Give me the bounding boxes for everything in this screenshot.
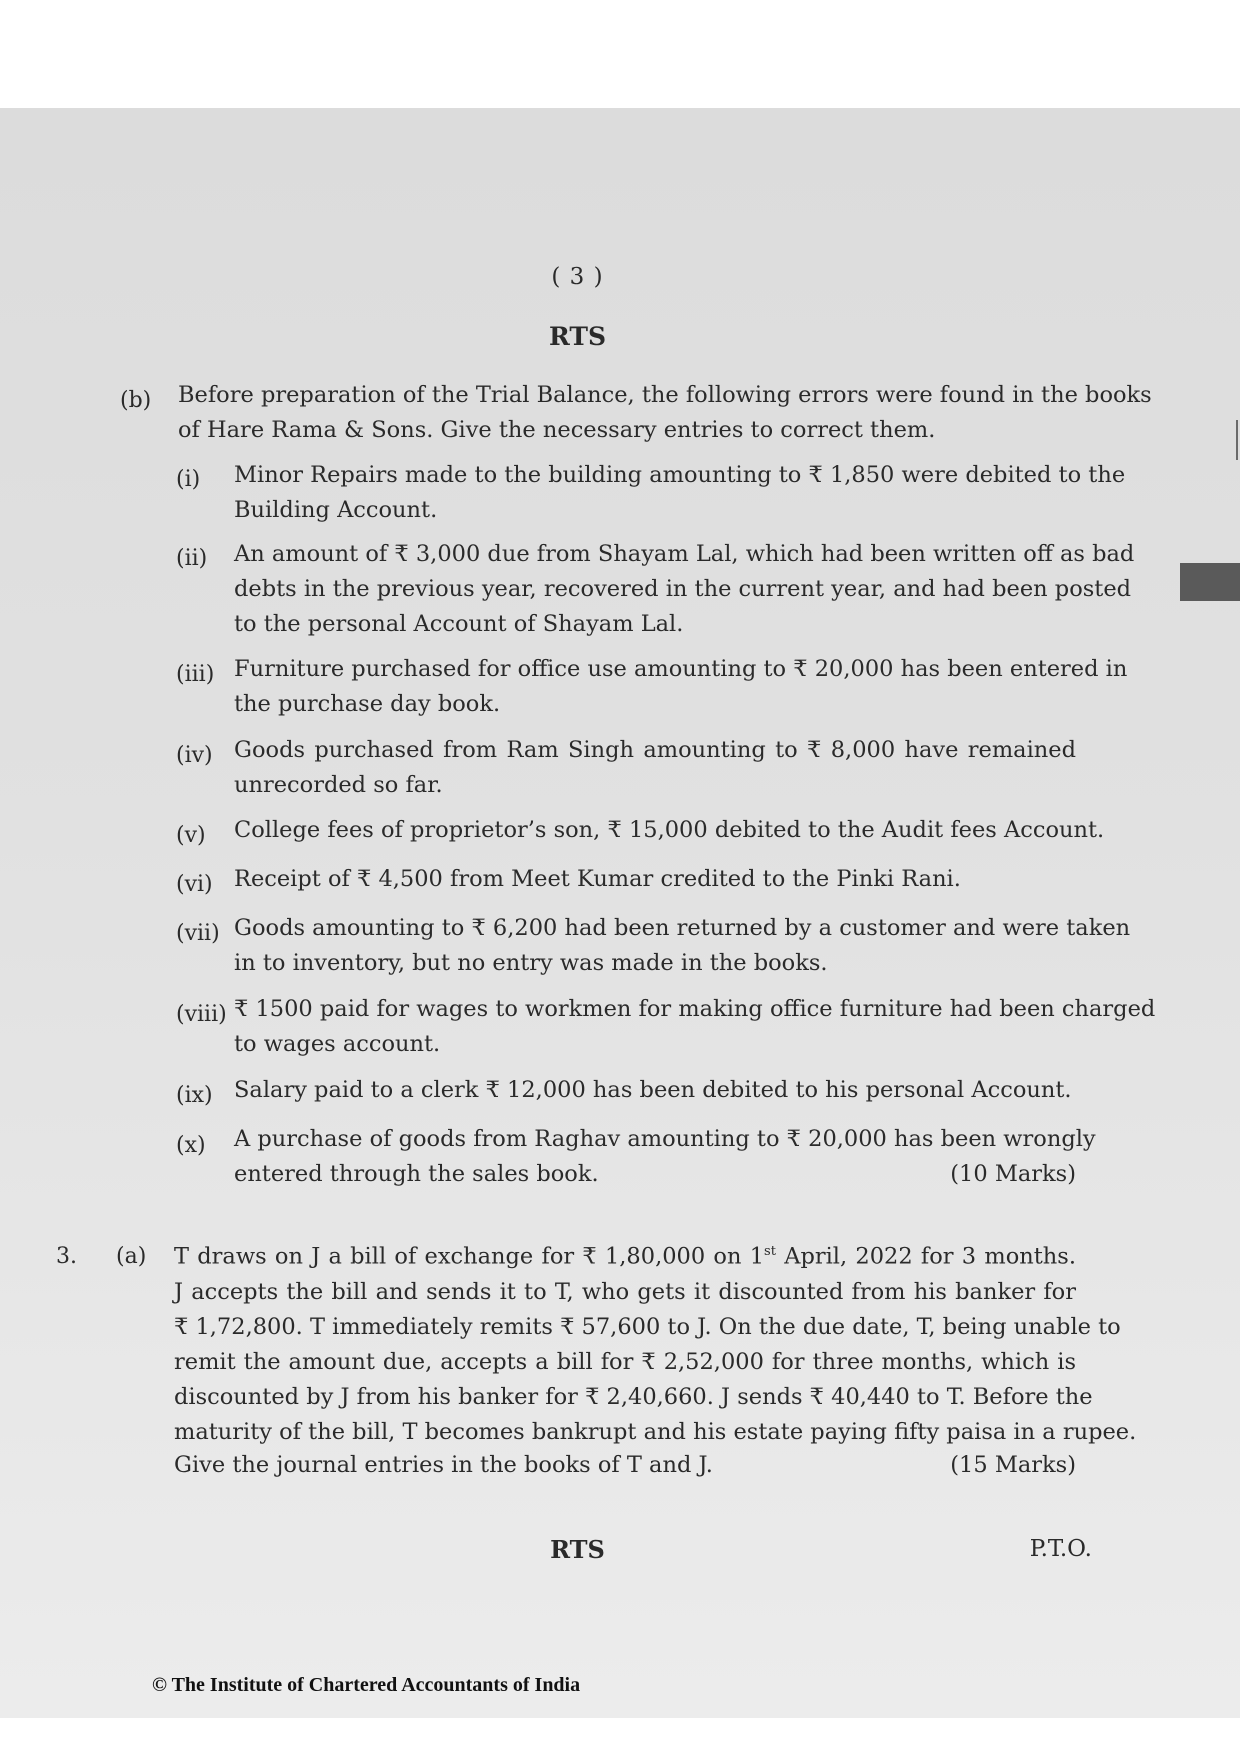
item-text bbox=[234, 992, 1156, 1062]
item-text bbox=[234, 1073, 1076, 1108]
item-line bbox=[234, 1157, 1076, 1192]
question-3-line-1 bbox=[174, 1234, 1076, 1275]
item-line: in to inventory, but no entry was made in the books. bbox=[234, 950, 828, 976]
item-text bbox=[234, 652, 1128, 722]
header-code: RTS bbox=[549, 322, 606, 351]
question-3-line-6: maturity of the bill, T becomes bankrupt and his estate paying fifty paisa in a rupee. bbox=[174, 1418, 1137, 1445]
item-line: debts in the previous year, recovered in the current year, and had been posted bbox=[234, 576, 1132, 602]
question-3-instruction-row bbox=[174, 1448, 1076, 1483]
item-line: unrecorded so far. bbox=[234, 772, 443, 798]
q3-line1-superscript: st bbox=[764, 1244, 776, 1259]
item-text bbox=[234, 733, 1076, 803]
page-edge-line bbox=[1236, 420, 1238, 460]
page-edge-tab-mark bbox=[1180, 563, 1240, 601]
item-text bbox=[234, 537, 1135, 642]
item-line: Receipt of ₹ 4,500 from Meet Kumar credited to the Pinki Rani. bbox=[234, 866, 961, 892]
item-text bbox=[234, 813, 1105, 848]
item-label: (v) bbox=[176, 823, 206, 848]
item-line: Goods amounting to ₹ 6,200 had been returned by a customer and were taken bbox=[234, 915, 1131, 941]
page-number: ( 3 ) bbox=[551, 264, 604, 290]
item-line: to wages account. bbox=[234, 1031, 441, 1057]
question-3-line-3: ₹ 1,72,800. T immediately remits ₹ 57,600 to J. On the due date, T, being unable to bbox=[174, 1313, 1121, 1340]
item-line: An amount of ₹ 3,000 due from Shayam Lal, which had been written off as bad bbox=[234, 541, 1135, 567]
item-label: (ii) bbox=[176, 546, 208, 571]
item-line: Salary paid to a clerk ₹ 12,000 has been debited to his personal Account. bbox=[234, 1077, 1072, 1103]
item-text bbox=[234, 862, 1076, 897]
item-line: Goods purchased from Ram Singh amounting to ₹ 8,000 have remained bbox=[234, 737, 1076, 763]
part-b-intro bbox=[178, 378, 1152, 448]
item-label: (vii) bbox=[176, 921, 220, 946]
item-line: Furniture purchased for office use amounting to ₹ 20,000 has been entered in bbox=[234, 656, 1128, 682]
question-3-line-5: discounted by J from his banker for ₹ 2,40,660. J sends ₹ 40,440 to T. Before the bbox=[174, 1383, 1093, 1410]
question-3-line-4: remit the amount due, accepts a bill for ₹ 2,52,000 for three months, which is bbox=[174, 1348, 1076, 1375]
item-line: to the personal Account of Shayam Lal. bbox=[234, 611, 684, 637]
part-b-label: (b) bbox=[120, 388, 152, 413]
question-3-text bbox=[174, 1234, 1137, 1450]
question-3-instruction: Give the journal entries in the books of T and J. bbox=[174, 1452, 713, 1478]
question-number: 3. bbox=[56, 1244, 77, 1269]
item-line: Minor Repairs made to the building amounting to ₹ 1,850 were debited to the bbox=[234, 462, 1126, 488]
item-text bbox=[234, 911, 1131, 981]
item-label: (vi) bbox=[176, 872, 213, 897]
item-text bbox=[234, 458, 1126, 528]
item-line-text: entered through the sales book. bbox=[234, 1161, 599, 1187]
part-b-marks: (10 Marks) bbox=[950, 1161, 1076, 1187]
footer-code: RTS bbox=[550, 1535, 605, 1564]
question-3-marks: (15 Marks) bbox=[950, 1452, 1076, 1478]
pto-text: P.T.O. bbox=[1029, 1536, 1092, 1562]
item-line: College fees of proprietor’s son, ₹ 15,000 debited to the Audit fees Account. bbox=[234, 817, 1105, 843]
item-text bbox=[234, 1122, 1096, 1192]
item-line: ₹ 1500 paid for wages to workmen for making office furniture had been charged bbox=[234, 996, 1156, 1022]
q3-line1-start: T draws on J a bill of exchange for ₹ 1,80,000 on 1 bbox=[174, 1243, 765, 1270]
item-line: Building Account. bbox=[234, 497, 438, 523]
item-label: (x) bbox=[176, 1133, 206, 1158]
q3-line1-end: April, 2022 for 3 months. bbox=[775, 1243, 1076, 1270]
question-3-instruction-line bbox=[174, 1448, 1076, 1483]
item-label: (ix) bbox=[176, 1083, 213, 1108]
copyright-notice: © The Institute of Chartered Accountants of India bbox=[152, 1674, 581, 1696]
part-b-intro-line-2: of Hare Rama & Sons. Give the necessary entries to correct them. bbox=[178, 417, 936, 443]
item-label: (viii) bbox=[176, 1002, 227, 1027]
item-line: A purchase of goods from Raghav amounting to ₹ 20,000 has been wrongly bbox=[234, 1126, 1096, 1152]
item-label: (iii) bbox=[176, 662, 215, 687]
part-b-intro-line-1: Before preparation of the Trial Balance, the following errors were found in the books bbox=[178, 382, 1152, 408]
item-label: (iv) bbox=[176, 743, 213, 768]
question-3-line-2: J accepts the bill and sends it to T, who gets it discounted from his banker for bbox=[174, 1278, 1076, 1305]
item-line: the purchase day book. bbox=[234, 691, 501, 717]
item-label: (i) bbox=[176, 467, 201, 492]
question-3-part-label: (a) bbox=[116, 1244, 147, 1269]
